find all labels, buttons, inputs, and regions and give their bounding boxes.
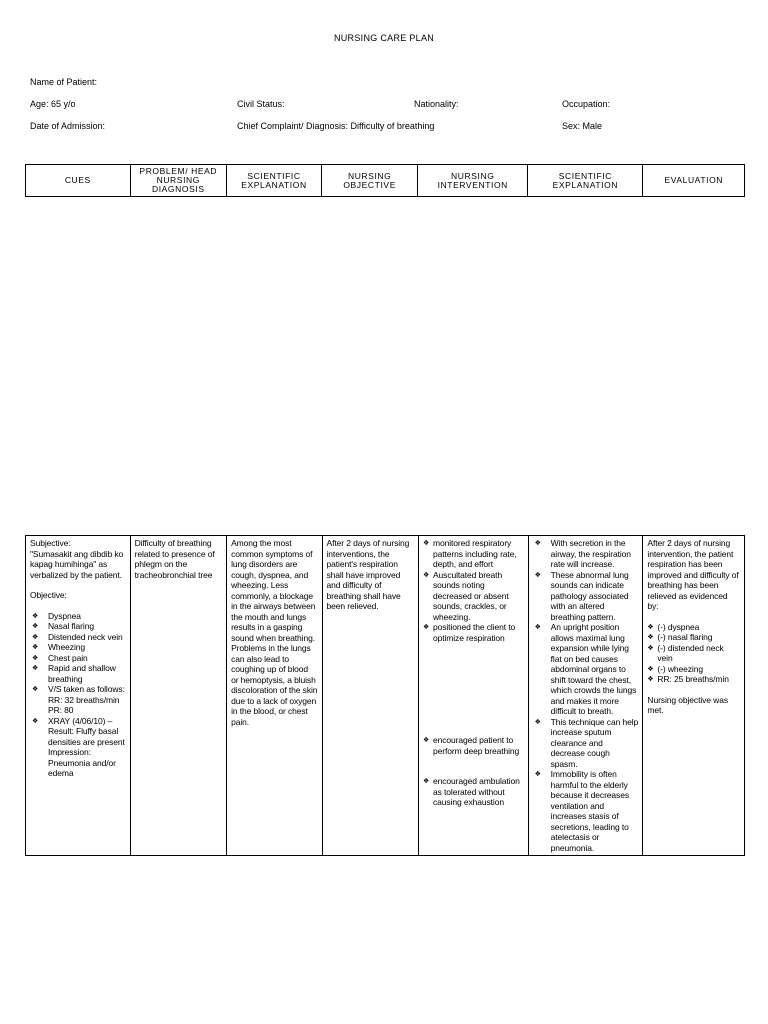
list-item: ❖ (-) distended neck vein [647,643,740,664]
intervention-cell [418,536,528,856]
list-item: ❖ With secretion in the airway, the respiration rate will increase. [533,538,639,570]
care-plan-header-table [25,164,745,197]
subjective-text: "Sumasakit ang dibdib ko kapag humihinga" as verbalized by the patient. [30,548,124,580]
intervention-list-3 [423,776,524,808]
cues-cell [26,536,131,856]
list-item: ❖ (-) nasal flaring [647,632,740,643]
xray-list [30,716,126,748]
list-item: ❖ encouraged ambulation as tolerated without causing exhaustion [423,776,524,808]
header-nursing-intervention: NURSING INTERVENTION [418,165,528,197]
header-nursing-objective: NURSING OBJECTIVE [322,165,418,197]
rationale-list [533,538,639,853]
vs-pulse-rate: PR: 80 [48,705,74,715]
header-evaluation: EVALUATION [643,165,745,197]
list-item: ❖ An upright position allows maximal lung expansion while lying flat on bed causes abdominal organs to shift toward the chest, which crowds the lungs and makes it more difficult to breath. [533,622,639,717]
xray-impression: Impression: Pneumonia and/or edema [48,747,116,778]
list-item: ❖ Dyspnea [30,611,126,622]
intervention-list [423,538,524,643]
header-cues: CUES [26,165,131,197]
intervention-list-2 [423,735,524,756]
document-title: NURSING CARE PLAN [333,33,435,43]
evaluation-conclusion: Nursing objective was met. [647,694,728,715]
diagnosis-cell: Difficulty of breathing related to presence of phlegm on the tracheobronchial tree [130,536,226,856]
list-item: ❖ positioned the client to optimize respiration [423,622,524,643]
list-item: ❖ (-) wheezing [647,664,740,675]
list-item: ❖ Distended neck vein [30,632,126,643]
rationale-cell [528,536,643,856]
list-item: ❖ Nasal flaring [30,621,126,632]
objective-label: Objective: [30,590,67,600]
objective-cell: After 2 days of nursing interventions, the patient's respiration shall have improved and difficulty of breathing shall have been relieved. [322,536,418,856]
care-plan-body-table [25,535,745,856]
occupation-label: Occupation: [562,99,611,109]
header-scientific-explanation: SCIENTIFIC EXPLANATION [226,165,321,197]
evaluation-cell [643,536,745,856]
list-item: ❖ Rapid and shallow breathing [30,663,126,684]
list-item: ❖ monitored respiratory patterns including rate, depth, and effort [423,538,524,570]
header-rationale: SCIENTIFIC EXPLANATION [528,165,643,197]
explanation-cell: Among the most common symptoms of lung disorders are cough, dyspnea, and wheezing. Less commonly, a blockage in the airways between the mouth and lungs results in a gasping sound when breathing. Problems in the lungs can also lead to coughing up of blood or hemoptysis, a bluish discoloration of the skin due to a lack of oxygen in the blood, or chest pain. [227,536,322,856]
patient-sex: Sex: Male [562,121,603,131]
nationality-label: Nationality: [414,99,459,109]
evaluation-list [647,622,740,685]
list-item: ❖ Auscultated breath sounds noting decreased or absent sounds, crackles, or wheezing. [423,570,524,623]
objective-list [30,611,126,695]
chief-complaint: Chief Complaint/ Diagnosis: Difficulty of breathing [237,121,435,131]
list-item: ❖ Chest pain [30,653,126,664]
evaluation-intro: After 2 days of nursing intervention, the patient respiration has been improved and difficulty of breathing has been relieved as evidenced by: [647,538,739,611]
list-item: ❖ This technique can help increase sputum clearance and decrease cough spasm. [533,717,639,770]
patient-name-label: Name of Patient: [30,77,98,87]
list-item: ❖ encouraged patient to perform deep breathing [423,735,524,756]
list-item: ❖ RR: 25 breaths/min [647,674,740,685]
patient-age: Age: 65 y/o [30,99,76,109]
list-item: ❖ These abnormal lung sounds can indicate pathology associated with an altered breathing pattern. [533,570,639,623]
list-item: ❖ Wheezing [30,642,126,653]
subjective-label: Subjective: [30,538,71,548]
list-item: ❖ V/S taken as follows: [30,684,126,695]
header-diagnosis: PROBLEM/ HEAD NURSING DIAGNOSIS [130,165,226,197]
admission-date-label: Date of Admission: [30,121,106,131]
vs-respiratory-rate: RR: 32 breaths/min [48,694,120,705]
civil-status-label: Civil Status: [237,99,285,109]
list-item: ❖ XRAY (4/06/10) – Result: Fluffy basal densities are present [30,716,126,748]
list-item: ❖ Immobility is often harmful to the elderly because it decreases ventilation and increases stasis of secretions, leading to atelectasis or pneumonia. [533,769,639,853]
list-item: ❖ (-) dyspnea [647,622,740,633]
